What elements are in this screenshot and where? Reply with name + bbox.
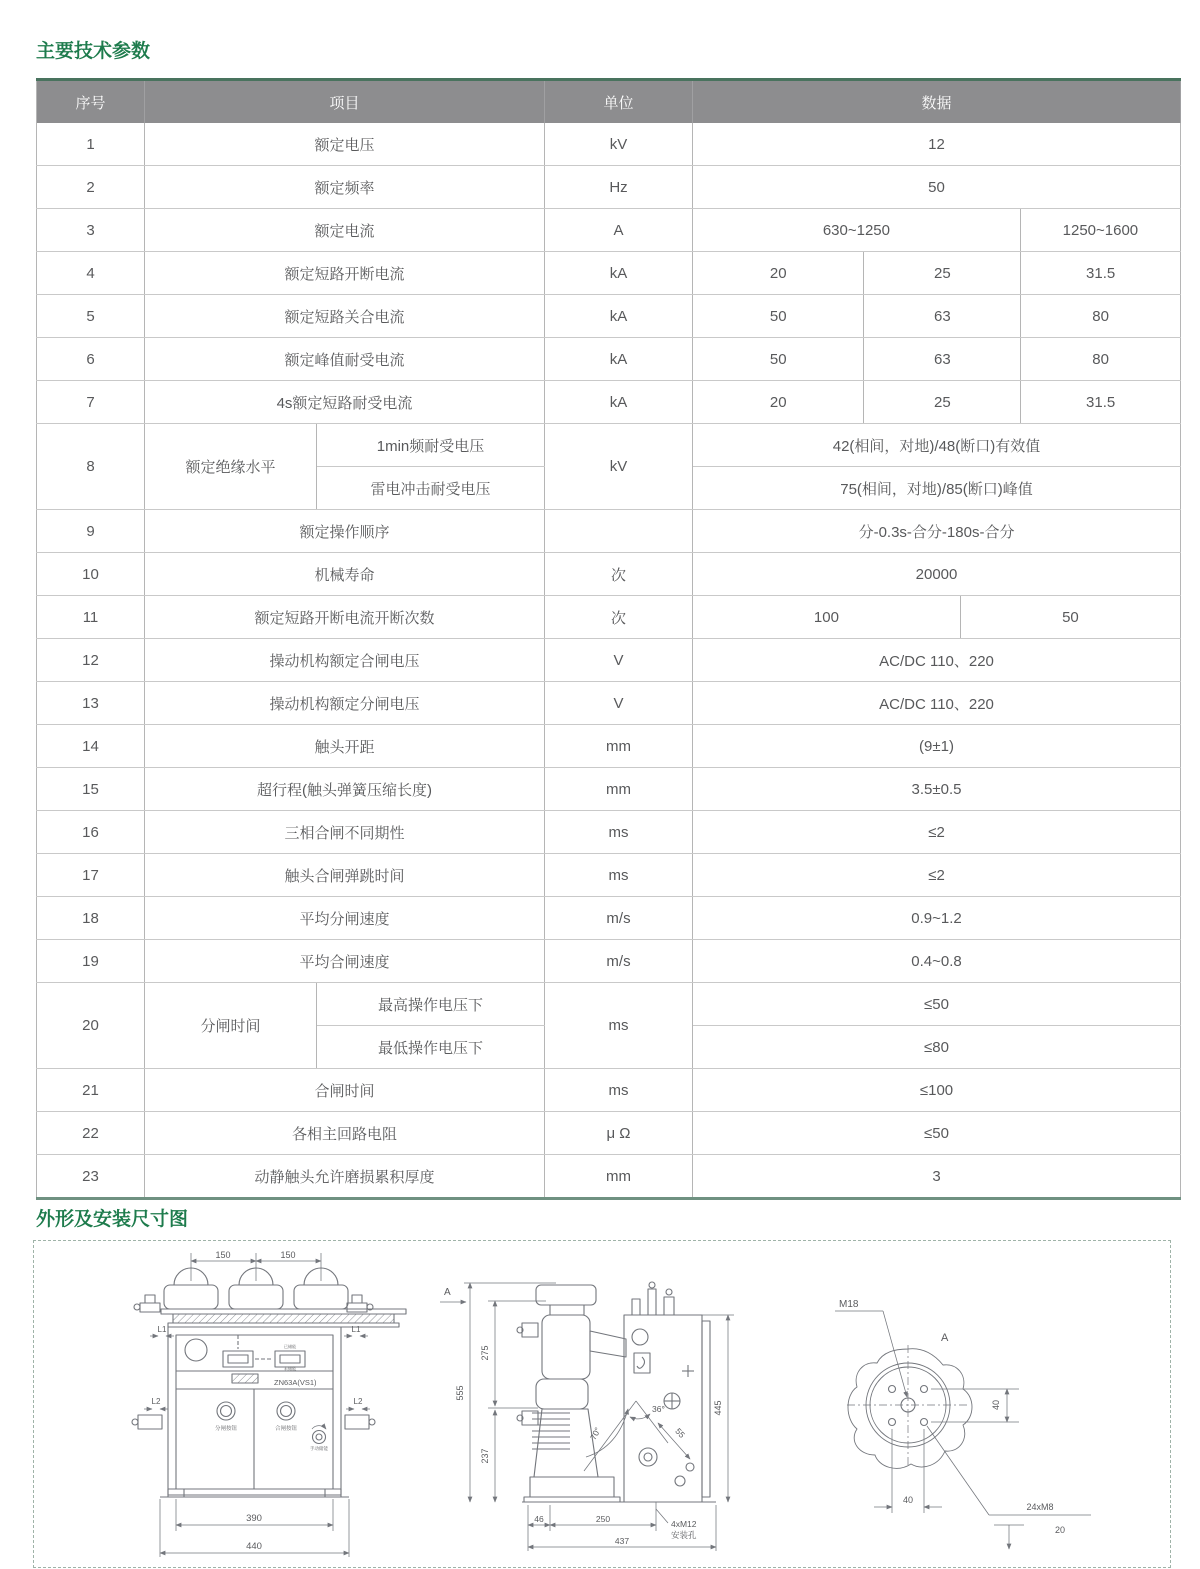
header-unit: 单位 — [545, 80, 693, 124]
table-row — [37, 983, 1181, 1026]
cell-data: ≤2 — [693, 854, 1181, 897]
cell-unit: Hz — [545, 166, 693, 209]
cell-item: 额定绝缘水平 — [145, 424, 317, 510]
cell-no: 8 — [37, 424, 145, 510]
cell-data — [693, 209, 1181, 252]
dimension-drawings-panel — [33, 1240, 1171, 1568]
cell-unit: 次 — [545, 596, 693, 639]
header-data: 数据 — [693, 80, 1181, 124]
cell-data-sub: 80 — [1092, 307, 1109, 325]
front-dimension-lines — [144, 1253, 370, 1557]
cell-data: (9±1) — [693, 725, 1181, 768]
cell-data — [693, 295, 1181, 338]
page-title: 主要技术参数 — [36, 41, 151, 62]
dim-label: 55 — [673, 1426, 688, 1440]
manual-charge-label: 手动储能 — [310, 1446, 328, 1451]
cell-no: 9 — [37, 510, 145, 553]
charged-indicator-label: 已储能 — [283, 1344, 297, 1349]
table-row — [37, 295, 1181, 338]
table-row — [37, 725, 1181, 768]
dim-label: 437 — [614, 1536, 630, 1546]
cell-data: ≤2 — [693, 811, 1181, 854]
cell-data-sub: 31.5 — [1086, 264, 1116, 282]
dim-label: 445 — [713, 1400, 723, 1416]
cell-data-sub: 25 — [864, 381, 1021, 423]
cell-unit: kA — [545, 295, 693, 338]
cell-item: 额定电压 — [145, 123, 545, 166]
cell-no: 1 — [37, 123, 145, 166]
table-header-row — [37, 80, 1181, 124]
cell-no: 10 — [37, 553, 145, 596]
table-row — [37, 897, 1181, 940]
cell-item: 触头开距 — [145, 725, 545, 768]
section-arrow-label: A — [444, 1287, 451, 1298]
cell-data: ≤80 — [693, 1026, 1181, 1069]
table-row — [37, 252, 1181, 295]
table-row — [37, 424, 1181, 467]
table-row — [37, 338, 1181, 381]
dim-label: L1 — [351, 1325, 361, 1334]
cell-unit: ms — [545, 1069, 693, 1112]
dim-label: 20 — [1055, 1525, 1066, 1535]
cell-data: ≤100 — [693, 1069, 1181, 1112]
side-view-drawing — [438, 1275, 743, 1561]
cell-unit — [545, 510, 693, 553]
dim-label: 40 — [991, 1399, 1001, 1411]
cell-data: 42(相间，对地)/48(断口)有效值 — [693, 424, 1181, 467]
cell-unit: ms — [545, 811, 693, 854]
dim-label: 250 — [595, 1514, 611, 1524]
uncharged-indicator-label: 未储能 — [283, 1366, 297, 1371]
cell-item: 平均分闸速度 — [145, 897, 545, 940]
table-row — [37, 682, 1181, 725]
cell-item: 触头合闸弹跳时间 — [145, 854, 545, 897]
cell-no: 6 — [37, 338, 145, 381]
cell-unit: mm — [545, 768, 693, 811]
thread-label: M18 — [839, 1299, 859, 1310]
cell-no: 15 — [37, 768, 145, 811]
cell-subitem: 最低操作电压下 — [317, 1026, 545, 1069]
dim-label: 555 — [455, 1385, 465, 1401]
dim-label: 440 — [246, 1541, 262, 1552]
table-row — [37, 1155, 1181, 1199]
cell-item: 各相主回路电阻 — [145, 1112, 545, 1155]
cell-item: 额定电流 — [145, 209, 545, 252]
dim-label: 150 — [215, 1250, 231, 1260]
cell-no: 21 — [37, 1069, 145, 1112]
dim-label: L2 — [353, 1397, 363, 1406]
dim-label: 275 — [480, 1345, 490, 1361]
spec-table — [36, 78, 1181, 1200]
cell-data — [693, 381, 1181, 424]
close-button-label: 合闸按钮 — [274, 1426, 298, 1432]
cell-subitem: 最高操作电压下 — [317, 983, 545, 1026]
cell-data: 分-0.3s-合分-180s-合分 — [693, 510, 1181, 553]
cell-data-sub: 20 — [693, 252, 864, 294]
table-row — [37, 1112, 1181, 1155]
dim-label: 150 — [280, 1250, 296, 1260]
cell-unit: A — [545, 209, 693, 252]
cell-data: 3.5±0.5 — [693, 768, 1181, 811]
cell-unit: kA — [545, 338, 693, 381]
cell-data-sub: 80 — [1092, 350, 1109, 368]
cell-item: 额定峰值耐受电流 — [145, 338, 545, 381]
cell-data: 20000 — [693, 553, 1181, 596]
cell-data — [693, 596, 1181, 639]
cell-data-sub: 50 — [1062, 608, 1079, 626]
cell-item: 机械寿命 — [145, 553, 545, 596]
table-row — [37, 768, 1181, 811]
cell-no: 11 — [37, 596, 145, 639]
cell-item: 三相合闸不同期性 — [145, 811, 545, 854]
cell-data — [693, 252, 1181, 295]
table-row — [37, 123, 1181, 166]
cell-item: 操动机构额定分闸电压 — [145, 682, 545, 725]
cell-no: 23 — [37, 1155, 145, 1199]
cell-data-sub: 50 — [693, 338, 864, 380]
cell-unit: V — [545, 639, 693, 682]
cell-data — [693, 338, 1181, 381]
cell-no: 2 — [37, 166, 145, 209]
cell-no: 4 — [37, 252, 145, 295]
cell-data-sub: 31.5 — [1086, 393, 1116, 411]
cell-data-sub: 630~1250 — [693, 209, 1021, 251]
cell-no: 12 — [37, 639, 145, 682]
table-row — [37, 639, 1181, 682]
cell-item: 平均合闸速度 — [145, 940, 545, 983]
cell-data-sub: 25 — [864, 252, 1021, 294]
cell-unit: kV — [545, 123, 693, 166]
header-no: 序号 — [37, 80, 145, 124]
cell-data-sub: 63 — [864, 338, 1021, 380]
cell-no: 16 — [37, 811, 145, 854]
cell-unit: ms — [545, 854, 693, 897]
cell-item: 额定频率 — [145, 166, 545, 209]
cell-no: 18 — [37, 897, 145, 940]
cell-item: 额定短路关合电流 — [145, 295, 545, 338]
cell-no: 5 — [37, 295, 145, 338]
table-row — [37, 209, 1181, 252]
cell-no: 13 — [37, 682, 145, 725]
cell-item: 操动机构额定合闸电压 — [145, 639, 545, 682]
cell-item: 4s额定短路耐受电流 — [145, 381, 545, 424]
cell-unit: μ Ω — [545, 1112, 693, 1155]
cell-unit: mm — [545, 725, 693, 768]
cell-no: 7 — [37, 381, 145, 424]
cell-data: ≤50 — [693, 1112, 1181, 1155]
cell-unit: V — [545, 682, 693, 725]
cell-unit: m/s — [545, 897, 693, 940]
table-row — [37, 1069, 1181, 1112]
cell-unit: kV — [545, 424, 693, 510]
side-breaker-outline — [517, 1282, 716, 1502]
cell-subitem: 1min频耐受电压 — [317, 424, 545, 467]
cell-unit: kA — [545, 252, 693, 295]
dim-label: 46 — [534, 1514, 544, 1524]
bolt-circle-label: 24xM8 — [1026, 1502, 1054, 1512]
cell-data: ≤50 — [693, 983, 1181, 1026]
angle-label: 36° — [652, 1404, 665, 1414]
cell-unit: 次 — [545, 553, 693, 596]
dim-label: L2 — [151, 1397, 161, 1406]
cell-item: 动静触头允许磨损累积厚度 — [145, 1155, 545, 1199]
cell-data-sub: 50 — [693, 295, 864, 337]
dim-label: 237 — [480, 1448, 490, 1464]
open-button-label: 分闸按钮 — [214, 1426, 238, 1432]
cell-no: 22 — [37, 1112, 145, 1155]
cell-no: 17 — [37, 854, 145, 897]
cell-data-sub: 63 — [864, 295, 1021, 337]
cell-unit: kA — [545, 381, 693, 424]
table-row — [37, 510, 1181, 553]
header-item: 项目 — [145, 80, 545, 124]
dim-label: L1 — [157, 1325, 167, 1334]
dim-label: 390 — [246, 1513, 262, 1524]
table-row — [37, 553, 1181, 596]
front-view-drawing — [126, 1247, 441, 1562]
table-row — [37, 166, 1181, 209]
view-label: A — [941, 1332, 949, 1344]
table-row — [37, 854, 1181, 897]
dim-label: 40 — [902, 1495, 914, 1505]
cell-unit: mm — [545, 1155, 693, 1199]
cell-data: 0.4~0.8 — [693, 940, 1181, 983]
cell-data: 0.9~1.2 — [693, 897, 1181, 940]
table-row — [37, 596, 1181, 639]
cell-no: 20 — [37, 983, 145, 1069]
cell-data-sub: 100 — [693, 596, 961, 638]
view-a-dimension-lines — [835, 1311, 1091, 1549]
view-a-flange-outline — [847, 1345, 972, 1468]
side-dimension-lines — [440, 1283, 734, 1551]
cell-unit: m/s — [545, 940, 693, 983]
cell-unit: ms — [545, 983, 693, 1069]
front-breaker-outline — [132, 1268, 406, 1497]
model-label: ZN63A(VS1) — [274, 1378, 317, 1387]
table-row — [37, 381, 1181, 424]
mounting-holes-label: 安装孔 — [671, 1530, 697, 1540]
cell-data: 12 — [693, 123, 1181, 166]
cell-item: 分闸时间 — [145, 983, 317, 1069]
cell-data: AC/DC 110、220 — [693, 639, 1181, 682]
cell-data: 50 — [693, 166, 1181, 209]
cell-no: 14 — [37, 725, 145, 768]
cell-data: 75(相间，对地)/85(断口)峰值 — [693, 467, 1181, 510]
cell-item: 合闸时间 — [145, 1069, 545, 1112]
table-row — [37, 811, 1181, 854]
cell-data-sub: 1250~1600 — [1062, 221, 1139, 239]
mounting-holes-label: 4xM12 — [671, 1519, 697, 1529]
cell-subitem: 雷电冲击耐受电压 — [317, 467, 545, 510]
section-a-drawing — [791, 1277, 1171, 1561]
cell-no: 19 — [37, 940, 145, 983]
cell-data-sub: 20 — [693, 381, 864, 423]
cell-data: AC/DC 110、220 — [693, 682, 1181, 725]
cell-item: 额定短路开断电流 — [145, 252, 545, 295]
cell-item: 额定短路开断电流开断次数 — [145, 596, 545, 639]
cell-data: 3 — [693, 1155, 1181, 1199]
angle-label: 70° — [587, 1425, 603, 1442]
cell-item: 超行程(触头弹簧压缩长度) — [145, 768, 545, 811]
cell-item: 额定操作顺序 — [145, 510, 545, 553]
cell-no: 3 — [37, 209, 145, 252]
table-row — [37, 940, 1181, 983]
section-title-dimensions: 外形及安装尺寸图 — [36, 1209, 189, 1230]
